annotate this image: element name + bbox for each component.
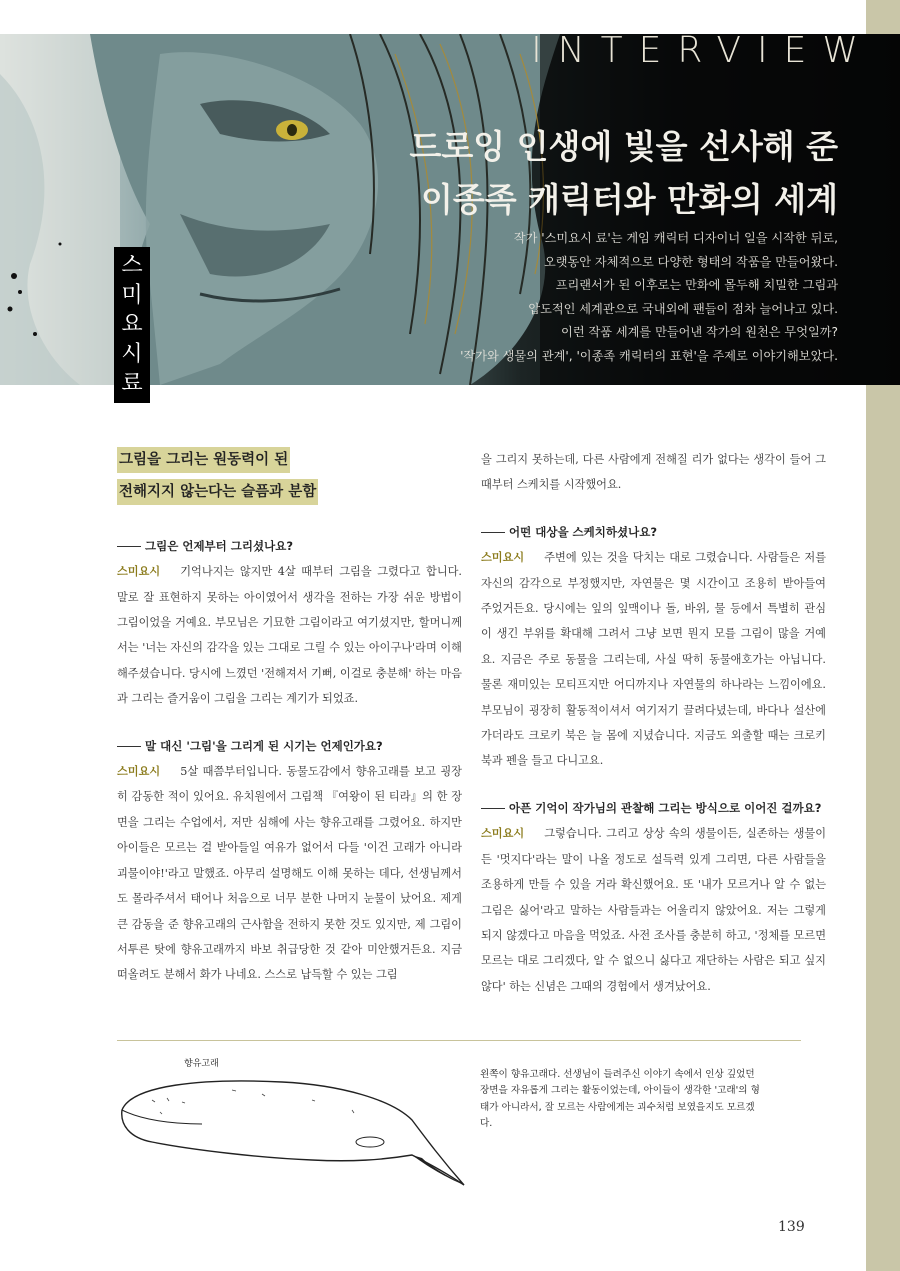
intro-line: 프리랜서가 된 이후로는 만화에 몰두해 치밀한 그림과	[555, 278, 838, 293]
figure-caption: 왼쪽이 향유고래다. 선생님이 들려주신 이야기 속에서 인상 깊었던 장면을 자유롭게 그리는 활동이었는데, 아이들이 생각한 '고래'의 형태가 아니라서, 잘 모르는 사람에게는 괴수처럼 보였을지도 모르겠다.	[480, 1069, 760, 1129]
name-char: 시	[121, 341, 143, 367]
speaker-label: 스미요시	[117, 565, 161, 579]
answer	[481, 545, 826, 774]
title-line-1: 드로잉 인생에 빛을 선사해 준	[409, 127, 838, 166]
continued-text: 을 그리지 못하는데, 다른 사람에게 전해질 리가 없다는 생각이 들어 그때부터 스케치를 시작했어요.	[481, 453, 826, 492]
name-char: 료	[121, 371, 143, 396]
page-number: 139	[778, 1219, 805, 1235]
question-text: 그림은 언제부터 그리셨나요?	[145, 538, 293, 553]
whale-sketch	[112, 1050, 472, 1190]
name-char: 미	[121, 282, 143, 308]
answer-text: 그렇습니다. 그리고 상상 속의 생물이든, 실존하는 생물이든 '멋지다'라는 말이 나올 정도로 설득력 있게 그리면, 다른 사람들을 조용하게 만들 수 있을 거라 확신했어요. 또 '내가 모르거나 알 수 없는 그림은 싫어'라고 말하는 사람들과는 어울리지 않았어요. 저는 그렇게 되지 않겠다고 마음을 먹었죠. 사전 조사를 충분히 하고, '정체를 모르면 모르는 대로 그리겠다, 알 수 없으니 싫다고 재단하는 사람은 되고 싶지 않다' 하는 신념은 그때의 경험에서 생겨났어요.	[481, 827, 826, 993]
article-title	[410, 120, 839, 226]
intro-line: '작가와 생물의 관계', '이종족 캐릭터의 표현'을 주제로 이야기해보았다.	[460, 348, 838, 363]
answer-text: 기억나지는 않지만 4살 때부터 그림을 그렸다고 합니다. 말로 잘 표현하지 못하는 아이였어서 생각을 전하는 가장 쉬운 방법이 그림이었을 거예요. 부모님은 기묘한 그림이라고 여기셨지만, 할머니께서는 '너는 자신의 감각을 있는 그대로 그릴 수 있는 아이구나'라며 이해해주셨습니다. 당시에 느꼈던 '전해져서 기뻐, 이걸로 충분해' 하는 마음과 그리는 즐거움이 그림을 그리는 계기가 되었죠.	[117, 565, 462, 706]
speaker-label: 스미요시	[481, 827, 525, 841]
answer	[117, 759, 462, 988]
speaker-label: 스미요시	[481, 551, 525, 565]
section-divider	[117, 1040, 801, 1041]
left-column	[117, 447, 462, 1010]
headline-line-2: 전해지지 않는다는 슬픔과 분함	[117, 479, 318, 505]
speaker-label: 스미요시	[117, 765, 161, 779]
question	[481, 520, 826, 545]
question-text: 어떤 대상을 스케치하셨나요?	[509, 524, 657, 539]
intro-line: 압도적인 세계관으로 국내외에 팬들이 점차 늘어나고 있다.	[528, 301, 838, 316]
artist-name-vertical	[114, 247, 150, 403]
question-text: 말 대신 '그림'을 그리게 된 시기는 언제인가요?	[145, 738, 383, 753]
question	[117, 734, 462, 759]
intro-text	[398, 227, 838, 369]
question	[481, 796, 826, 821]
right-column	[481, 447, 826, 1021]
answer-text: 주변에 있는 것을 닥치는 대로 그렸습니다. 사람들은 저를 자신의 감각으로 부정했지만, 자연물은 몇 시간이고 조용히 받아들여 주었거든요. 당시에는 잎의 잎맥이나 돌, 바위, 물 등에서 특별히 관심이 생긴 부위를 확대해 그려서 그냥 보면 뭔지 모를 그림이 많을 거예요. 지금은 주로 동물을 그리는데, 사실 딱히 동물애호가는 아닙니다. 물론 재미있는 모티프지만 어디까지나 자연물의 하나라는 느낌이에요. 부모님이 굉장히 활동적이셔서 여기저기 끌려다녔는데, 바다나 설산에 가더라도 크로키 북은 늘 몸에 지녔습니다. 지금도 외출할 때는 크로키북과 펜을 들고 다니고요.	[481, 551, 826, 768]
intro-line: 오랫동안 자체적으로 다양한 형태의 작품을 만들어왔다.	[543, 254, 838, 269]
intro-line: 이런 작품 세계를 만들어낸 작가의 원천은 무엇일까?	[561, 325, 838, 340]
answer	[481, 821, 826, 999]
answer-text: 5살 때쯤부터입니다. 동물도감에서 향유고래를 보고 굉장히 감동한 적이 있어요. 유치원에서 그림책 『여왕이 된 티라』의 한 장면을 그리는 수업에서, 저만 심해에 사는 향유고래를 그렸어요. 하지만 아이들은 모르는 걸 받아들일 여유가 없어서 다들 '이건 고래가 아니라 괴물이야!'라고 말했죠. 아무리 설명해도 이해 못하는 데다, 선생님께서도 몰라주셔서 태어나 처음으로 너무 분한 나머지 눈물이 났어요. 제게 큰 감동을 준 향유고래의 근사함을 전하지 못한 것도 있지만, 제 그림이 서투른 탓에 향유고래까지 바보 취급당한 것 같아 미안했거든요. 지금 떠올려도 분해서 화가 나네요. 스스로 납득할 수 있는 그림	[117, 765, 462, 982]
section-label: INTERVIEW	[531, 34, 874, 71]
name-char: 스	[121, 253, 143, 278]
headline	[117, 447, 462, 506]
title-line-2: 이종족 캐릭터와 만화의 세계	[420, 180, 838, 219]
question-text: 아픈 기억이 작가님의 관찰해 그리는 방식으로 이어진 걸까요?	[509, 800, 822, 815]
answer	[117, 559, 462, 711]
intro-line: 작가 '스미요시 료'는 게임 캐릭터 디자이너 일을 시작한 뒤로,	[513, 231, 838, 245]
sketch-label: 향유고래	[184, 1059, 219, 1069]
question	[117, 534, 462, 559]
headline-line-1: 그림을 그리는 원동력이 된	[117, 447, 290, 473]
name-char: 요	[121, 312, 143, 337]
